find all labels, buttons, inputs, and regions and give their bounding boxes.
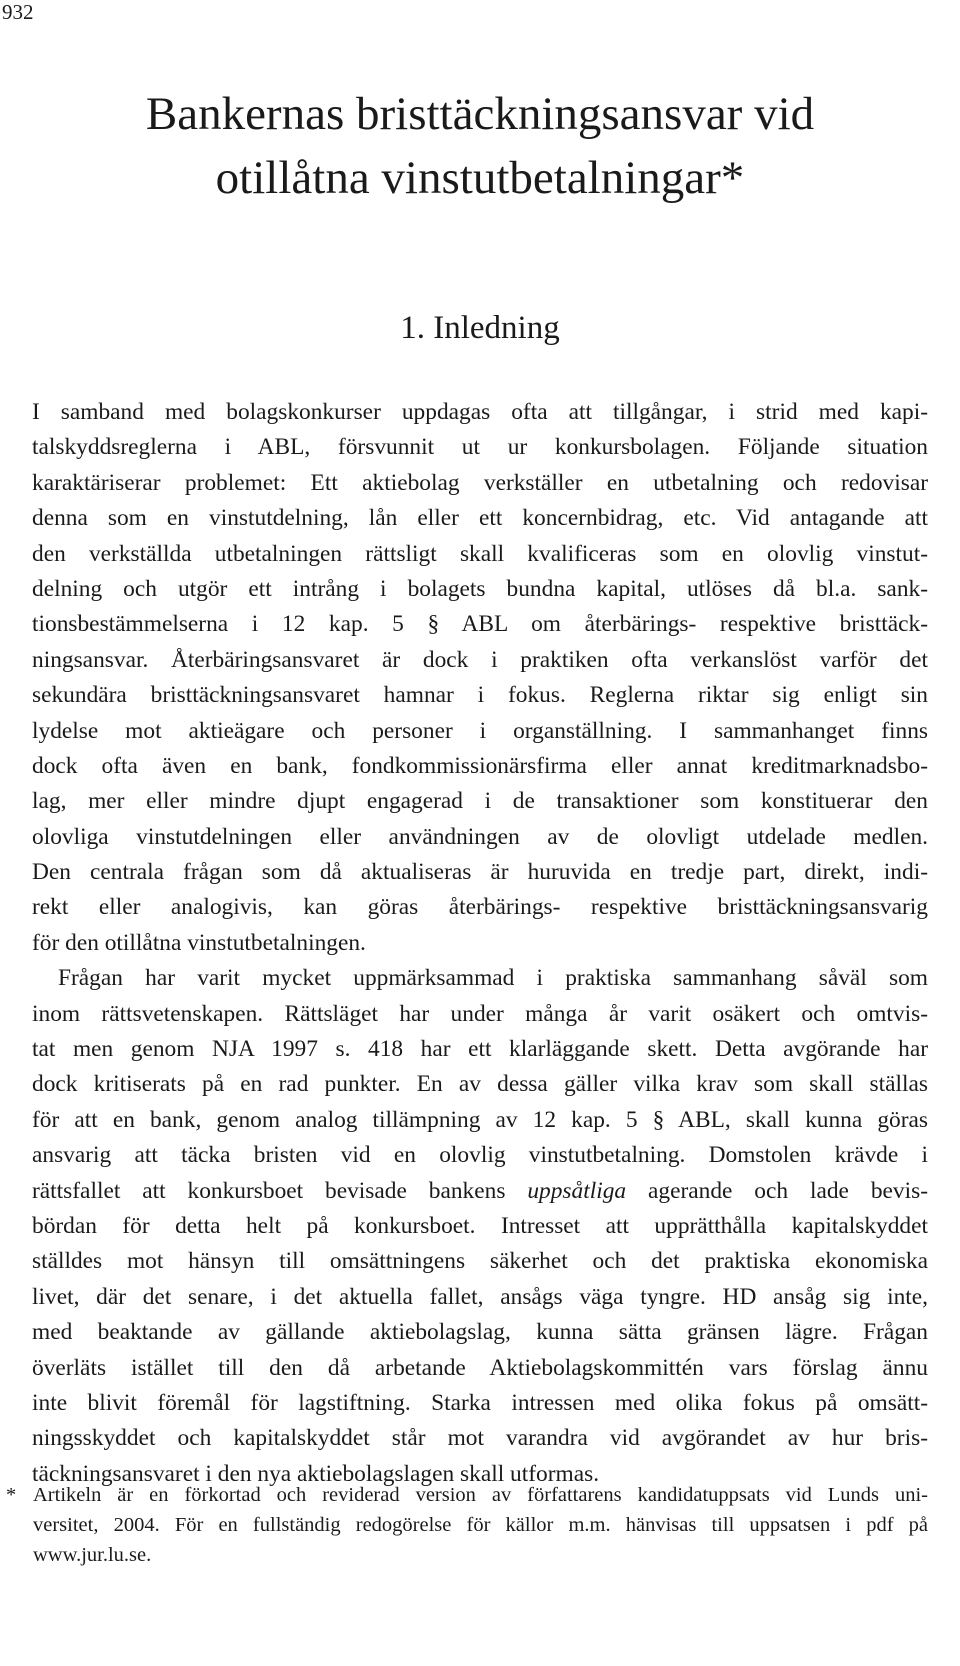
- text-line: dock ofta även en bank, fondkommissionärsfirma eller annat kreditmarknadsbo-: [32, 752, 928, 779]
- text-line: inom rättsvetenskapen. Rättsläget har under många år varit osäkert och omtvis-: [32, 1000, 928, 1027]
- text-line: delning och utgör ett intrång i bolagets bundna kapital, utlöses då bl.a. sank-: [32, 575, 928, 602]
- emphasized-word: uppsåtliga: [527, 1177, 627, 1204]
- article-title: [0, 82, 960, 210]
- paragraph-2: [32, 961, 928, 1492]
- title-line-2: otillåtna vinstutbetalningar*: [215, 152, 745, 204]
- title-line-1: Bankernas bristtäckningsansvar vid: [145, 88, 815, 140]
- paragraph-1: [32, 395, 928, 961]
- text-line-with-emphasis: [32, 1174, 928, 1209]
- footnote-line: Artikeln är en förkortad och reviderad version av författarens kandidatuppsats vid Lunds uni-: [33, 1484, 928, 1506]
- text-line: den verkställda utbetalningen rättsligt skall kvalificeras som en olovlig vinstut-: [32, 540, 928, 567]
- text-line: livet, där det senare, i det aktuella fallet, ansågs väga tyngre. HD ansåg sig inte,: [32, 1283, 928, 1310]
- text-line: överläts istället till den då arbetande Aktiebolagskommittén vars förslag ännu: [32, 1354, 928, 1381]
- text-line: olovliga vinstutdelningen eller användningen av de olovligt utdelade medlen.: [32, 823, 928, 850]
- text-line: karaktäriserar problemet: Ett aktiebolag verkställer en utbetalning och redovisar: [32, 469, 928, 496]
- text-line: tat men genom NJA 1997 s. 418 har ett klarläggande skett. Detta avgörande har: [32, 1036, 928, 1063]
- footnote: [6, 1480, 928, 1570]
- text-line: talskyddsreglerna i ABL, försvunnit ut ur konkursbolagen. Följande situation: [32, 434, 928, 461]
- text-line: inte blivit föremål för lagstiftning. Starka intressen med olika fokus på omsätt-: [32, 1389, 928, 1416]
- text-line: med beaktande av gällande aktiebolagslag, kunna sätta gränsen lägre. Frågan: [32, 1319, 928, 1346]
- footnote-line: www.jur.lu.se.: [33, 1544, 152, 1566]
- text-line: denna som en vinstutdelning, lån eller ett koncernbidrag, etc. Vid antagande att: [32, 505, 928, 532]
- body-text: [32, 395, 928, 1492]
- text-line: dock kritiserats på en rad punkter. En av dessa gäller vilka krav som skall ställas: [32, 1071, 928, 1098]
- text-line: för den otillåtna vinstutbetalningen.: [32, 929, 366, 956]
- text-line: ansvarig att täcka bristen vid en olovlig vinstutbetalning. Domstolen krävde i: [32, 1142, 928, 1169]
- text-line: Frågan har varit mycket uppmärksammad i praktiska sammanhang såväl som: [58, 965, 928, 992]
- text-line: tionsbestämmelserna i 12 kap. 5 § ABL om återbärings- respektive bristtäck-: [32, 611, 928, 638]
- footnote-text: [33, 1480, 928, 1570]
- footnote-line: versitet, 2004. För en fullständig redogörelse för källor m.m. hänvisas till uppsatsen i pdf på: [33, 1514, 928, 1536]
- footnote-marker: *: [6, 1484, 17, 1506]
- text-line: rekt eller analogivis, kan göras återbärings- respektive bristtäckningsansvarig: [32, 894, 928, 921]
- text-line: bördan för detta helt på konkursboet. Intresset att upprätthålla kapitalskyddet: [32, 1212, 928, 1239]
- text-line: I samband med bolagskonkurser uppdagas ofta att tillgångar, i strid med kapi-: [32, 399, 928, 425]
- text-line: ningsskyddet och kapitalskyddet står mot varandra vid avgörandet av hur bris-: [32, 1425, 928, 1452]
- text-line: täckningsansvaret i den nya aktiebolagslagen skall utformas.: [32, 1460, 600, 1487]
- text-line: för att en bank, genom analog tillämpning av 12 kap. 5 § ABL, skall kunna göras: [32, 1106, 928, 1133]
- text-line: ställdes mot hänsyn till omsättningens säkerhet och det praktiska ekonomiska: [32, 1248, 928, 1275]
- text-segment: rättsfallet att konkursboet bevisade bankens: [32, 1177, 528, 1204]
- text-line: ningsansvar. Återbäringsansvaret är dock i praktiken ofta verkanslöst varför det: [32, 646, 928, 673]
- text-line: Den centrala frågan som då aktualiseras är huruvida en tredje part, direkt, indi-: [32, 859, 928, 886]
- page-number: 932: [2, 0, 34, 24]
- text-line: lydelse mot aktieägare och personer i organställning. I sammanhanget finns: [32, 717, 928, 744]
- text-line: lag, mer eller mindre djupt engagerad i de transaktioner som konstituerar den: [32, 788, 928, 815]
- section-heading: 1. Inledning: [400, 310, 560, 346]
- text-segment: agerande och lade bevis-: [626, 1177, 929, 1204]
- text-line: sekundära bristtäckningsansvaret hamnar i fokus. Reglerna riktar sig enligt sin: [32, 682, 928, 709]
